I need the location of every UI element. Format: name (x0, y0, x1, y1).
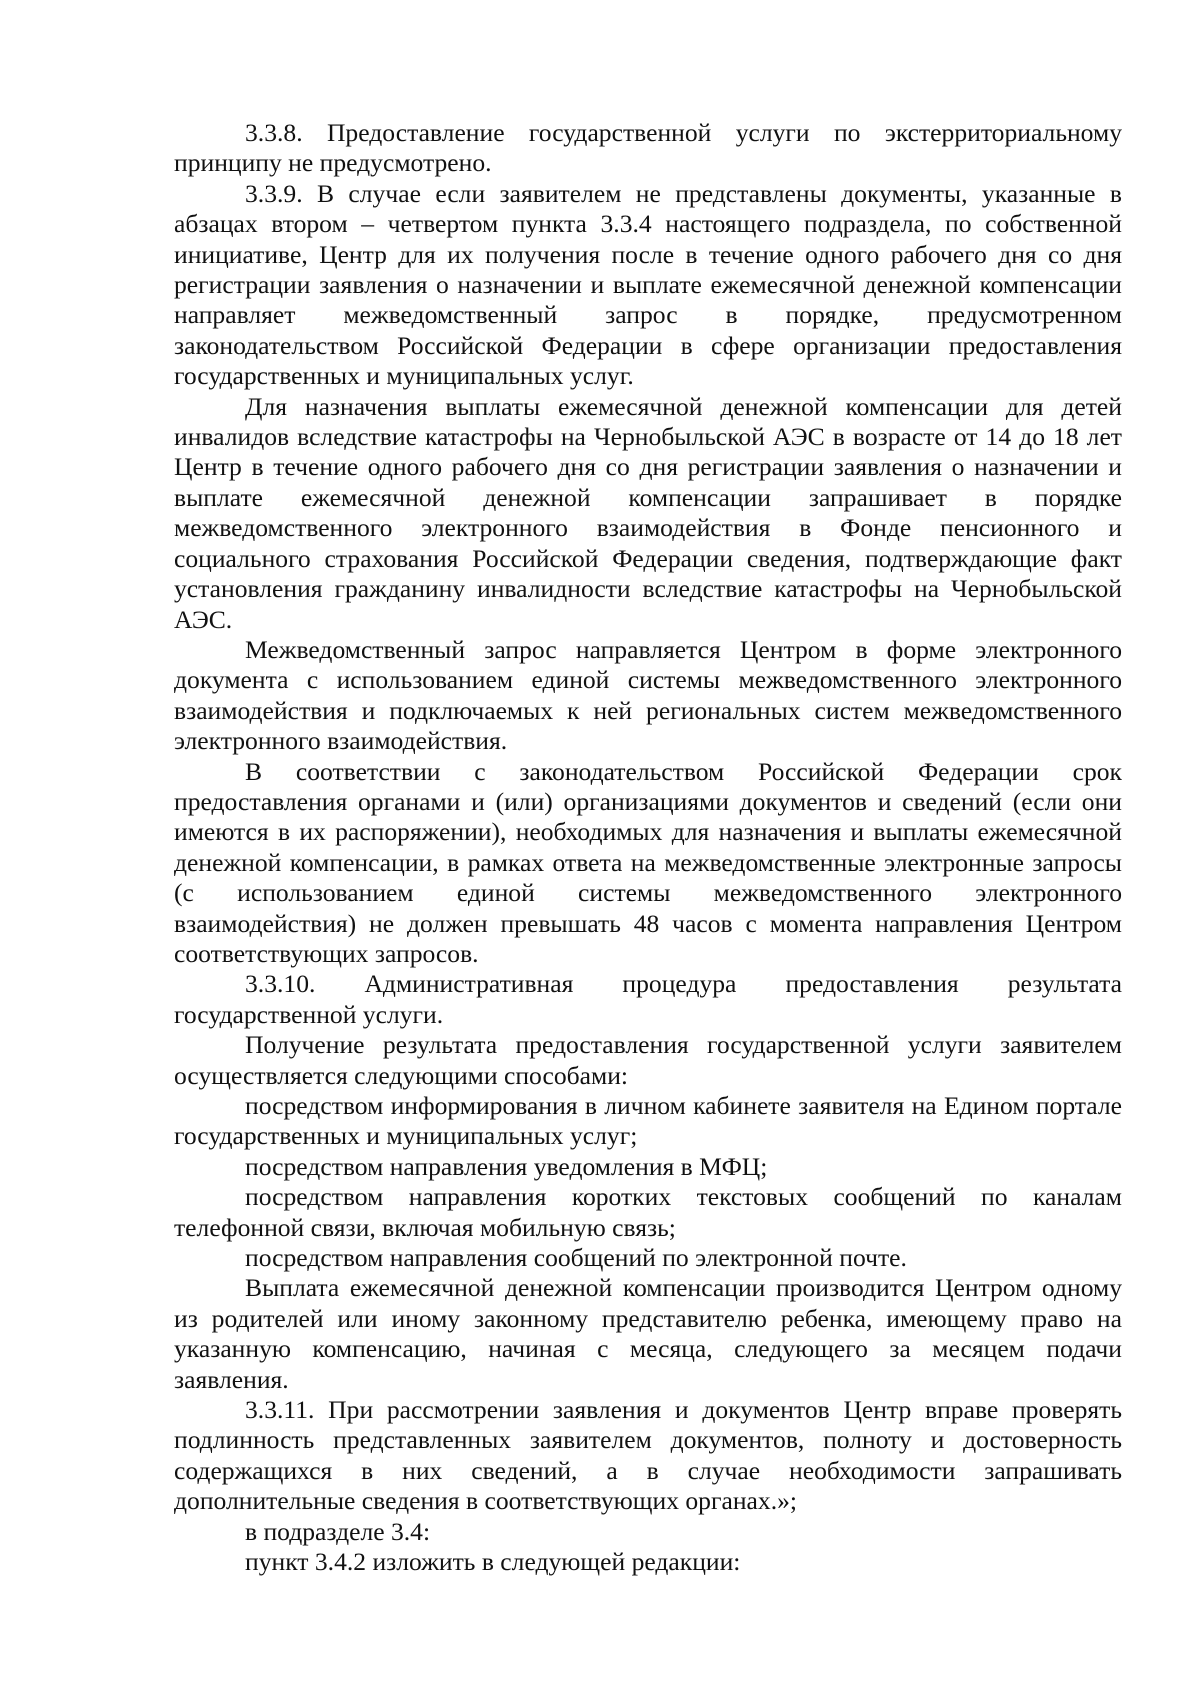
paragraph-3-3-9: 3.3.9. В случае если заявителем не представлены документы, указанные в абзацах втором – четвертом пункта 3.3.4 настоящего подраздела, по собственной инициативе, Центр для их получения после в течение одного рабочего дня со дня регистрации заявления о назначении и выплате ежемесячной денежной компенсации направляет межведомственный запрос в порядке, предусмотренном законодательством Российской Федерации в сфере организации предоставления государственных и муниципальных услуг. (174, 178, 1122, 391)
paragraph-method-mfc: посредством направления уведомления в МФЦ; (245, 1151, 768, 1181)
paragraph-item-3-4-2: пункт 3.4.2 изложить в следующей редакции: (245, 1547, 741, 1577)
paragraph-interagency-request: Межведомственный запрос направляется Центром в форме электронного документа с использованием единой системы межведомственного электронного взаимодействия и подключаемых к ней региональных систем межведомственного электронного взаимодействия. (174, 634, 1122, 756)
paragraph-method-email: посредством направления сообщений по электронной почте. (245, 1243, 907, 1273)
paragraph-result-methods: Получение результата предоставления государственной услуги заявителем осуществляется следующими способами: (174, 1030, 1122, 1090)
paragraph-3-3-11: 3.3.11. При рассмотрении заявления и документов Центр вправе проверять подлинность представленных заявителем документов, полноту и достоверность содержащихся в них сведений, а в случае необходимости запрашивать дополнительные сведения в соответствующих органах.»; (174, 1395, 1122, 1516)
document-body (174, 118, 1122, 1578)
paragraph-payment: Выплата ежемесячной денежной компенсации производится Центром одному из родителей или иному законному представителю ребенка, имеющему право на указанную компенсацию, начиная с месяца, следующего за месяцем подачи заявления. (174, 1273, 1122, 1394)
paragraph-subsection-3-4: в подразделе 3.4: (245, 1516, 431, 1546)
paragraph-3-3-10: 3.3.10. Административная процедура предоставления результата государственной услуги. (174, 969, 1122, 1029)
paragraph-method-personal-cabinet: посредством информирования в личном кабинете заявителя на Едином портале государственных и муниципальных услуг; (174, 1091, 1122, 1151)
paragraph-method-sms: посредством направления коротких текстовых сообщений по каналам телефонной связи, включая мобильную связь; (174, 1182, 1122, 1242)
paragraph-response-deadline: В соответствии с законодательством Российской Федерации срок предоставления органами и (или) организациями документов и сведений (если они имеются в их распоряжении), необходимых для назначения и выплаты ежемесячной денежной компенсации, в рамках ответа на межведомственные электронные запросы (с использованием единой системы межведомственного электронного взаимодействия) не должен превышать 48 часов с момента направления Центром соответствующих запросов. (174, 756, 1122, 968)
paragraph-disabled-children-request: Для назначения выплаты ежемесячной денежной компенсации для детей инвалидов вследствие катастрофы на Чернобыльской АЭС в возрасте от 14 до 18 лет Центр в течение одного рабочего дня со дня регистрации заявления о назначении и выплате ежемесячной денежной компенсации запрашивает в порядке межведомственного электронного взаимодействия в Фонде пенсионного и социального страхования Российской Федерации сведения, подтверждающие факт установления гражданину инвалидности вследствие катастрофы на Чернобыльской АЭС. (174, 391, 1122, 634)
paragraph-3-3-8: 3.3.8. Предоставление государственной услуги по экстерриториальному принципу не предусмотрено. (174, 118, 1122, 178)
